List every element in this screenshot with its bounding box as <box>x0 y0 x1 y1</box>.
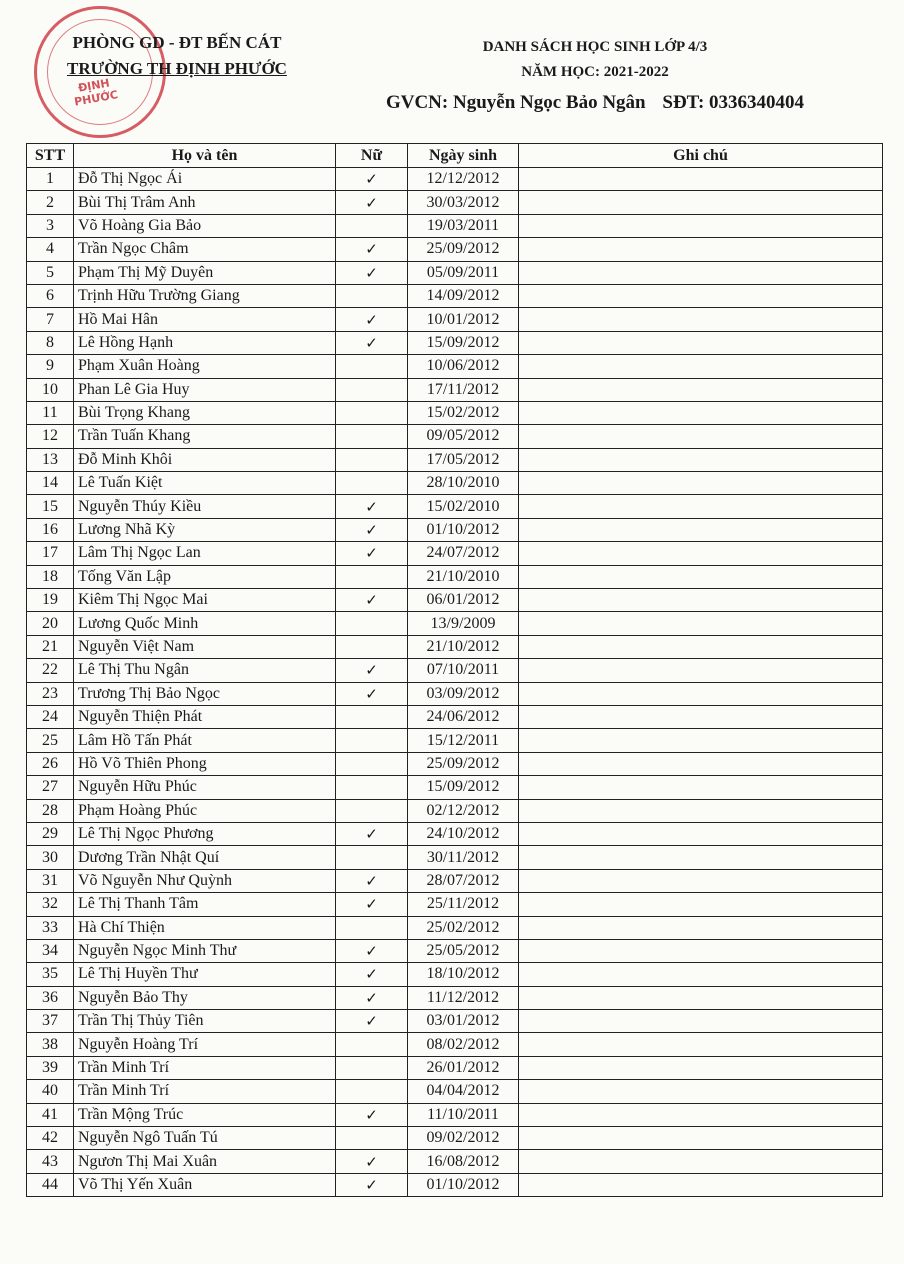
cell-stt: 25 <box>27 729 74 752</box>
cell-name: Phạm Thị Mỹ Duyên <box>74 261 336 284</box>
cell-dob: 15/02/2010 <box>408 495 519 518</box>
cell-female-check <box>336 1056 408 1079</box>
cell-stt: 35 <box>27 963 74 986</box>
cell-note <box>519 472 883 495</box>
cell-name: Võ Hoàng Gia Bảo <box>74 214 336 237</box>
cell-stt: 34 <box>27 939 74 962</box>
cell-note <box>519 425 883 448</box>
cell-name: Trần Minh Trí <box>74 1080 336 1103</box>
cell-female-check: ✓ <box>336 1173 408 1196</box>
cell-female-check <box>336 916 408 939</box>
cell-note <box>519 1010 883 1033</box>
cell-dob: 18/10/2012 <box>408 963 519 986</box>
table-row <box>27 1056 883 1079</box>
cell-dob: 24/10/2012 <box>408 822 519 845</box>
cell-dob: 08/02/2012 <box>408 1033 519 1056</box>
cell-note <box>519 168 883 191</box>
cell-stt: 4 <box>27 238 74 261</box>
cell-female-check: ✓ <box>336 331 408 354</box>
cell-name: Đỗ Thị Ngọc Ái <box>74 168 336 191</box>
cell-female-check <box>336 355 408 378</box>
stamp-text: ĐỊNH PHƯỚC <box>73 76 119 109</box>
cell-female-check <box>336 752 408 775</box>
cell-name: Lê Thị Thanh Tâm <box>74 893 336 916</box>
cell-name: Lâm Thị Ngọc Lan <box>74 542 336 565</box>
cell-female-check: ✓ <box>336 1010 408 1033</box>
teacher-phone: SĐT: 0336340404 <box>662 92 805 113</box>
table-row <box>27 682 883 705</box>
table-row <box>27 331 883 354</box>
cell-dob: 17/11/2012 <box>408 378 519 401</box>
cell-stt: 27 <box>27 776 74 799</box>
cell-dob: 15/12/2011 <box>408 729 519 752</box>
table-row <box>27 284 883 307</box>
cell-name: Lê Thị Thu Ngân <box>74 659 336 682</box>
cell-name: Trương Thị Bảo Ngọc <box>74 682 336 705</box>
school-header <box>52 30 302 82</box>
table-row <box>27 752 883 775</box>
cell-name: Lương Quốc Minh <box>74 612 336 635</box>
cell-female-check <box>336 729 408 752</box>
cell-note <box>519 1103 883 1126</box>
cell-stt: 12 <box>27 425 74 448</box>
cell-dob: 14/09/2012 <box>408 284 519 307</box>
cell-female-check <box>336 799 408 822</box>
cell-dob: 10/01/2012 <box>408 308 519 331</box>
cell-female-check: ✓ <box>336 659 408 682</box>
cell-name: Nguyễn Ngô Tuấn Tú <box>74 1127 336 1150</box>
table-row <box>27 1150 883 1173</box>
cell-name: Trần Ngọc Châm <box>74 238 336 261</box>
cell-stt: 13 <box>27 448 74 471</box>
cell-dob: 25/05/2012 <box>408 939 519 962</box>
cell-stt: 17 <box>27 542 74 565</box>
cell-dob: 03/01/2012 <box>408 1010 519 1033</box>
cell-female-check <box>336 378 408 401</box>
table-row <box>27 659 883 682</box>
cell-stt: 41 <box>27 1103 74 1126</box>
cell-name: Hồ Võ Thiên Phong <box>74 752 336 775</box>
cell-dob: 28/10/2010 <box>408 472 519 495</box>
cell-dob: 09/02/2012 <box>408 1127 519 1150</box>
cell-female-check: ✓ <box>336 542 408 565</box>
cell-female-check: ✓ <box>336 1103 408 1126</box>
cell-note <box>519 822 883 845</box>
table-row <box>27 542 883 565</box>
cell-name: Lê Thị Huyền Thư <box>74 963 336 986</box>
table-row <box>27 986 883 1009</box>
cell-stt: 3 <box>27 214 74 237</box>
cell-female-check <box>336 1080 408 1103</box>
table-row <box>27 472 883 495</box>
cell-stt: 31 <box>27 869 74 892</box>
teacher-line <box>360 88 830 118</box>
cell-stt: 11 <box>27 401 74 424</box>
cell-female-check: ✓ <box>336 261 408 284</box>
cell-stt: 32 <box>27 893 74 916</box>
teacher-name: GVCN: Nguyễn Ngọc Bảo Ngân <box>385 92 646 113</box>
cell-dob: 30/03/2012 <box>408 191 519 214</box>
cell-name: Trần Thị Thủy Tiên <box>74 1010 336 1033</box>
cell-name: Bùi Trọng Khang <box>74 401 336 424</box>
cell-name: Phạm Xuân Hoàng <box>74 355 336 378</box>
cell-female-check: ✓ <box>336 518 408 541</box>
cell-name: Trần Mộng Trúc <box>74 1103 336 1126</box>
cell-name: Nguyễn Việt Nam <box>74 635 336 658</box>
cell-dob: 24/07/2012 <box>408 542 519 565</box>
table-row <box>27 308 883 331</box>
cell-stt: 1 <box>27 168 74 191</box>
cell-dob: 11/10/2011 <box>408 1103 519 1126</box>
cell-dob: 15/09/2012 <box>408 331 519 354</box>
cell-dob: 06/01/2012 <box>408 589 519 612</box>
cell-dob: 01/10/2012 <box>408 1173 519 1196</box>
cell-note <box>519 355 883 378</box>
cell-note <box>519 846 883 869</box>
cell-stt: 15 <box>27 495 74 518</box>
cell-name: Võ Thị Yến Xuân <box>74 1173 336 1196</box>
table-row <box>27 963 883 986</box>
table-row <box>27 635 883 658</box>
cell-name: Trần Minh Trí <box>74 1056 336 1079</box>
table-row <box>27 916 883 939</box>
cell-stt: 22 <box>27 659 74 682</box>
table-row <box>27 1127 883 1150</box>
student-table <box>26 143 883 1197</box>
cell-name: Đỗ Minh Khôi <box>74 448 336 471</box>
table-row <box>27 518 883 541</box>
cell-female-check: ✓ <box>336 869 408 892</box>
cell-dob: 28/07/2012 <box>408 869 519 892</box>
column-header-note: Ghi chú <box>519 144 883 168</box>
table-row <box>27 261 883 284</box>
table-row <box>27 355 883 378</box>
cell-dob: 21/10/2010 <box>408 565 519 588</box>
cell-female-check: ✓ <box>336 963 408 986</box>
table-row <box>27 799 883 822</box>
cell-note <box>519 1173 883 1196</box>
cell-dob: 30/11/2012 <box>408 846 519 869</box>
table-row <box>27 425 883 448</box>
cell-note <box>519 799 883 822</box>
cell-dob: 07/10/2011 <box>408 659 519 682</box>
cell-note <box>519 916 883 939</box>
cell-stt: 10 <box>27 378 74 401</box>
cell-dob: 25/02/2012 <box>408 916 519 939</box>
cell-name: Lương Nhã Kỳ <box>74 518 336 541</box>
table-row <box>27 214 883 237</box>
cell-name: Lê Thị Ngọc Phương <box>74 822 336 845</box>
cell-dob: 13/9/2009 <box>408 612 519 635</box>
cell-note <box>519 284 883 307</box>
table-row <box>27 168 883 191</box>
cell-note <box>519 705 883 728</box>
table-row <box>27 612 883 635</box>
table-row <box>27 565 883 588</box>
cell-note <box>519 1033 883 1056</box>
cell-female-check: ✓ <box>336 939 408 962</box>
table-row <box>27 869 883 892</box>
cell-note <box>519 612 883 635</box>
cell-female-check <box>336 472 408 495</box>
cell-dob: 12/12/2012 <box>408 168 519 191</box>
table-row <box>27 705 883 728</box>
cell-stt: 6 <box>27 284 74 307</box>
cell-note <box>519 495 883 518</box>
column-header-female: Nữ <box>336 144 408 168</box>
cell-female-check: ✓ <box>336 986 408 1009</box>
cell-stt: 42 <box>27 1127 74 1150</box>
cell-note <box>519 893 883 916</box>
cell-dob: 16/08/2012 <box>408 1150 519 1173</box>
cell-female-check <box>336 214 408 237</box>
cell-stt: 44 <box>27 1173 74 1196</box>
cell-female-check: ✓ <box>336 308 408 331</box>
cell-stt: 29 <box>27 822 74 845</box>
cell-note <box>519 1127 883 1150</box>
cell-stt: 37 <box>27 1010 74 1033</box>
cell-female-check <box>336 776 408 799</box>
cell-female-check <box>336 1127 408 1150</box>
cell-dob: 04/04/2012 <box>408 1080 519 1103</box>
cell-stt: 23 <box>27 682 74 705</box>
cell-female-check: ✓ <box>336 682 408 705</box>
cell-stt: 26 <box>27 752 74 775</box>
school-year: NĂM HỌC: 2021-2022 <box>521 64 669 80</box>
cell-name: Kiêm Thị Ngọc Mai <box>74 589 336 612</box>
cell-note <box>519 986 883 1009</box>
cell-dob: 10/06/2012 <box>408 355 519 378</box>
table-row <box>27 1080 883 1103</box>
cell-stt: 21 <box>27 635 74 658</box>
cell-stt: 40 <box>27 1080 74 1103</box>
cell-dob: 25/11/2012 <box>408 893 519 916</box>
cell-female-check: ✓ <box>336 893 408 916</box>
cell-dob: 21/10/2012 <box>408 635 519 658</box>
document-header <box>360 34 830 118</box>
cell-stt: 9 <box>27 355 74 378</box>
cell-note <box>519 1150 883 1173</box>
school-name: TRƯỜNG TH ĐỊNH PHƯỚC <box>67 59 287 78</box>
cell-name: Phạm Hoàng Phúc <box>74 799 336 822</box>
cell-dob: 25/09/2012 <box>408 238 519 261</box>
cell-name: Lê Tuấn Kiệt <box>74 472 336 495</box>
cell-note <box>519 939 883 962</box>
cell-note <box>519 214 883 237</box>
cell-note <box>519 776 883 799</box>
cell-dob: 02/12/2012 <box>408 799 519 822</box>
table-header-row <box>27 144 883 168</box>
cell-name: Tống Văn Lập <box>74 565 336 588</box>
cell-name: Bùi Thị Trâm Anh <box>74 191 336 214</box>
cell-name: Hồ Mai Hân <box>74 308 336 331</box>
cell-note <box>519 542 883 565</box>
cell-note <box>519 1056 883 1079</box>
cell-name: Nguyễn Thiện Phát <box>74 705 336 728</box>
cell-dob: 03/09/2012 <box>408 682 519 705</box>
table-row <box>27 191 883 214</box>
cell-note <box>519 261 883 284</box>
cell-note <box>519 448 883 471</box>
cell-stt: 24 <box>27 705 74 728</box>
cell-stt: 43 <box>27 1150 74 1173</box>
cell-dob: 15/02/2012 <box>408 401 519 424</box>
table-row <box>27 939 883 962</box>
cell-name: Hà Chí Thiện <box>74 916 336 939</box>
department-name: PHÒNG GD - ĐT BẾN CÁT <box>72 33 282 52</box>
cell-female-check <box>336 401 408 424</box>
cell-stt: 8 <box>27 331 74 354</box>
table-row <box>27 1173 883 1196</box>
cell-female-check: ✓ <box>336 168 408 191</box>
cell-dob: 24/06/2012 <box>408 705 519 728</box>
cell-stt: 20 <box>27 612 74 635</box>
cell-stt: 16 <box>27 518 74 541</box>
cell-name: Võ Nguyễn Như Quỳnh <box>74 869 336 892</box>
cell-note <box>519 238 883 261</box>
cell-note <box>519 682 883 705</box>
cell-female-check: ✓ <box>336 495 408 518</box>
cell-female-check <box>336 284 408 307</box>
cell-dob: 19/03/2011 <box>408 214 519 237</box>
cell-stt: 19 <box>27 589 74 612</box>
table-body <box>27 168 883 1197</box>
cell-note <box>519 659 883 682</box>
cell-female-check: ✓ <box>336 191 408 214</box>
cell-name: Ngươn Thị Mai Xuân <box>74 1150 336 1173</box>
cell-stt: 5 <box>27 261 74 284</box>
cell-dob: 25/09/2012 <box>408 752 519 775</box>
cell-name: Nguyễn Hữu Phúc <box>74 776 336 799</box>
cell-note <box>519 308 883 331</box>
cell-stt: 33 <box>27 916 74 939</box>
cell-dob: 11/12/2012 <box>408 986 519 1009</box>
cell-stt: 7 <box>27 308 74 331</box>
table-row <box>27 401 883 424</box>
cell-stt: 30 <box>27 846 74 869</box>
cell-dob: 05/09/2011 <box>408 261 519 284</box>
cell-note <box>519 331 883 354</box>
table-row <box>27 893 883 916</box>
cell-name: Phan Lê Gia Huy <box>74 378 336 401</box>
cell-stt: 18 <box>27 565 74 588</box>
cell-female-check <box>336 448 408 471</box>
table-row <box>27 448 883 471</box>
cell-female-check <box>336 846 408 869</box>
cell-note <box>519 401 883 424</box>
table-row <box>27 846 883 869</box>
cell-name: Dương Trần Nhật Quí <box>74 846 336 869</box>
column-header-stt: STT <box>27 144 74 168</box>
cell-stt: 14 <box>27 472 74 495</box>
cell-female-check <box>336 565 408 588</box>
table-row <box>27 822 883 845</box>
cell-name: Lâm Hồ Tấn Phát <box>74 729 336 752</box>
cell-female-check: ✓ <box>336 238 408 261</box>
cell-note <box>519 869 883 892</box>
cell-note <box>519 635 883 658</box>
cell-note <box>519 518 883 541</box>
cell-name: Nguyễn Bảo Thy <box>74 986 336 1009</box>
cell-female-check <box>336 612 408 635</box>
cell-female-check <box>336 425 408 448</box>
cell-name: Nguyễn Thúy Kiều <box>74 495 336 518</box>
table-row <box>27 776 883 799</box>
table-row <box>27 1103 883 1126</box>
cell-name: Nguyễn Hoàng Trí <box>74 1033 336 1056</box>
cell-note <box>519 752 883 775</box>
cell-stt: 2 <box>27 191 74 214</box>
cell-name: Lê Hồng Hạnh <box>74 331 336 354</box>
cell-stt: 36 <box>27 986 74 1009</box>
cell-female-check: ✓ <box>336 1150 408 1173</box>
cell-female-check: ✓ <box>336 589 408 612</box>
cell-stt: 38 <box>27 1033 74 1056</box>
table-row <box>27 378 883 401</box>
cell-female-check <box>336 1033 408 1056</box>
document-title: DANH SÁCH HỌC SINH LỚP 4/3 <box>482 39 708 55</box>
cell-note <box>519 729 883 752</box>
cell-female-check: ✓ <box>336 822 408 845</box>
cell-dob: 26/01/2012 <box>408 1056 519 1079</box>
cell-note <box>519 191 883 214</box>
table-row <box>27 729 883 752</box>
cell-dob: 01/10/2012 <box>408 518 519 541</box>
cell-stt: 39 <box>27 1056 74 1079</box>
cell-dob: 09/05/2012 <box>408 425 519 448</box>
cell-note <box>519 565 883 588</box>
cell-name: Nguyễn Ngọc Minh Thư <box>74 939 336 962</box>
cell-dob: 17/05/2012 <box>408 448 519 471</box>
cell-note <box>519 963 883 986</box>
table-row <box>27 589 883 612</box>
cell-dob: 15/09/2012 <box>408 776 519 799</box>
cell-name: Trịnh Hữu Trường Giang <box>74 284 336 307</box>
cell-female-check <box>336 635 408 658</box>
cell-female-check <box>336 705 408 728</box>
cell-note <box>519 589 883 612</box>
cell-note <box>519 1080 883 1103</box>
table-row <box>27 1033 883 1056</box>
table-row <box>27 238 883 261</box>
table-row <box>27 1010 883 1033</box>
column-header-name: Họ và tên <box>74 144 336 168</box>
column-header-dob: Ngày sinh <box>408 144 519 168</box>
cell-note <box>519 378 883 401</box>
cell-stt: 28 <box>27 799 74 822</box>
table-row <box>27 495 883 518</box>
cell-name: Trần Tuấn Khang <box>74 425 336 448</box>
